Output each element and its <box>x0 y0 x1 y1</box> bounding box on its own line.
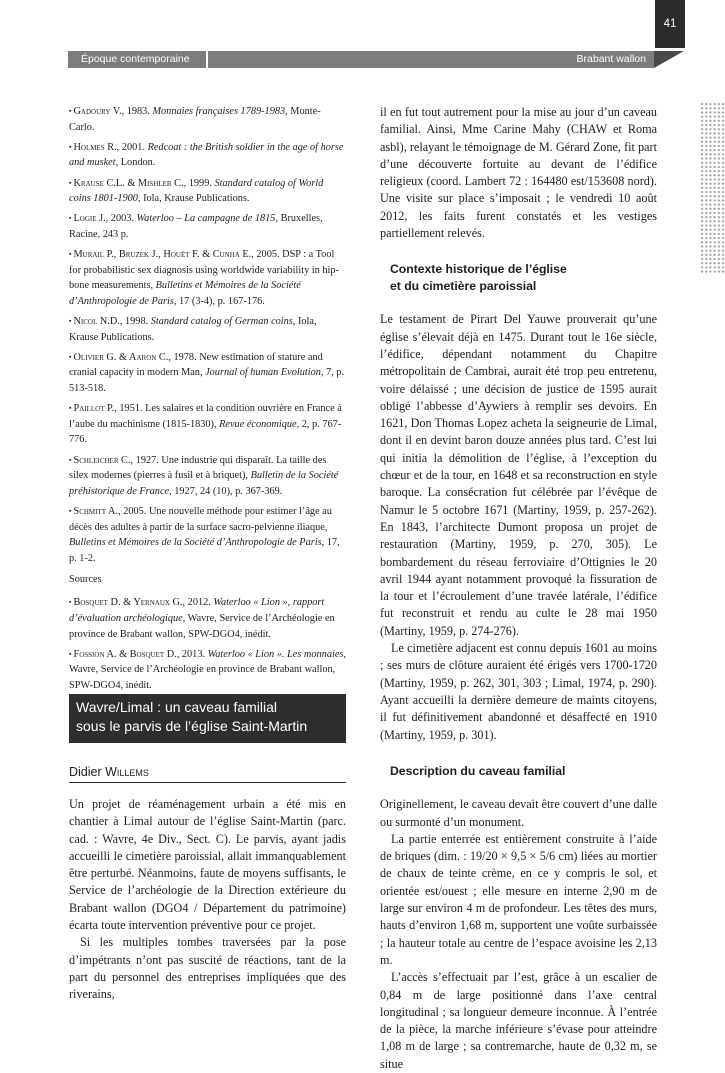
paragraph-discovery: il en fut tout autrement pour la mise au jour d’un caveau familial. Ainsi, Mme Carine Mahy (CHAW et Roma asbl), relayant le témoignage de M. Gérard Zone, fit part d’une découverte fortuite au devant de l’édifice religieux (coord. Lambert 72 : 164480 est/153608 nord). Une visite sur place s’imposait ; le vendredi 10 août 2012, les faits furent constatés et les vestiges partiellement relevés. <box>380 105 657 241</box>
reference-entry <box>69 350 346 397</box>
subheading-line-2: et du cimetière paroissial <box>390 278 537 293</box>
bullet-icon: ▪ <box>69 649 72 658</box>
reference-authors: Fossion A. & Bosquet D. <box>73 648 177 660</box>
reference-entry <box>69 401 346 448</box>
sources-heading: Sources <box>69 574 102 586</box>
reference-title: Bulletin de la Société préhistorique de France, <box>69 470 339 497</box>
reference-entry <box>69 314 346 345</box>
bullet-icon: ▪ <box>69 317 72 326</box>
reference-authors: Logie J. <box>73 213 106 225</box>
paragraph-church-history: Le testament de Pirart Del Yauwe prouverait qu’une église s’élevait déjà en 1475. Durant tout le 16e siècle, l’édifice, dépendant notamment du Chapitre métropolitain de Cambrai, aurait été trop peu entretenu, voire délaissé ; une décision de justice de 1595 aurait obligé l’abbesse d’Aywiers à remplir ses devoirs. En 1621, Don Thomas Lopez acheta la seigneurie de Limal, dont il en devint baron douze années plus tard. C’est lui qui initia la démolition de l’église, à l’exception du chœur et de la tour, en 1648 et sa reconstruction en style baroque. La consécration fut célébrée par l’évêque de Namur le 5 octobre 1671 (Martiny, 1959, p. 257-262). En 1843, l’architecte Dumont proposa un projet de restauration (Martiny, 1959, p. 270, 305). Le bombardement du réseau ferroviaire d’Ottignies le 20 avril 1944 ayant notamment provoqué la fissuration de la tour et l’écroulement d’une travée latérale, l’édifice fut reconstruit et rendu au culte le 28 mai 1950 (Martiny, 1959, p. 274-276). <box>380 312 657 638</box>
author-last-name: Willems <box>105 765 149 779</box>
paragraph-vault-cover: Originellement, le caveau devait être couvert d’une dalle ou surmonté d’un monument. <box>380 797 657 829</box>
reference-title: Standard catalog of German coins, <box>150 316 296 328</box>
reference-entry <box>69 504 346 566</box>
reference-publisher: Iola, Krause Publications. <box>140 193 250 205</box>
header-separator <box>206 51 208 68</box>
article-title-line-2: sous le parvis de l’église Saint-Martin <box>76 718 308 734</box>
bullet-icon: ▪ <box>69 598 72 607</box>
article-title-box <box>69 694 346 743</box>
paragraph-intro: Un projet de réaménagement urbain a été mis en chantier à Limal autour de l’église Saint-Martin (parc. cad. : Wavre, 4e Div., Sect. C). Le parvis, ayant jadis accueilli le cimetière paroissial, allait immanquablement être perturbé. Néanmoins, faute de moyens suffisants, le Service de l’archéologie de la Direction extérieure du Brabant wallon (DGO4 / Département du patrimoine) écarta toute intervention préventive pour ce projet. <box>69 797 346 933</box>
reference-details: , 2003. <box>105 213 137 225</box>
reference-details: , 2012. <box>182 597 214 609</box>
bullet-icon: ▪ <box>69 250 72 259</box>
reference-title: Monnaies françaises 1789-1983, <box>152 106 288 117</box>
reference-entry <box>69 647 346 694</box>
header-region-label: Brabant wallon <box>576 53 646 65</box>
reference-entry <box>69 453 346 500</box>
article-body-right <box>380 104 657 1073</box>
reference-entry <box>69 140 346 171</box>
subheading-line-1: Contexte historique de l’église <box>390 262 567 277</box>
reference-title: Redcoat : the British soldier in the age of horse and musket, <box>69 141 344 169</box>
paragraph-vault-structure: La partie enterrée est entièrement construite à l’aide de briques (dim. : 19/20 × 9,5 × 5/6 cm) liées au mortier de chaux de teinte crème, en ce y compris le sol, et orientée est/ouest ; elle mesure en interne 2,90 m de large sur environ 4 m de profondeur. Les têtes des murs, hauts d’environ 1,68 m, supportent une voûte surbaissée ; la hauteur totale au centre de l’espace avoisine les 2,13 m. <box>380 831 657 967</box>
reference-authors: Schleicher C. <box>73 454 131 466</box>
reference-authors: Murail P., Bruzek J., Houët F. & Cunha E. <box>73 249 252 261</box>
reference-details: , 1951. Les salaires et la condition ouvrière en France à l’aube du machinisme (1815-1830), <box>69 403 342 430</box>
reference-details: , 2001. <box>116 141 148 153</box>
subheading-vault-description: Description du caveau familial <box>390 763 566 778</box>
reference-authors: Nicol N.D. <box>73 316 120 328</box>
reference-publisher: 17 (3-4), p. 167-176. <box>176 295 265 307</box>
reference-publisher: Iola, Krause Publications. <box>69 316 317 343</box>
reference-authors: Schmitt A. <box>73 506 119 517</box>
bullet-icon: ▪ <box>69 404 72 413</box>
source-list <box>69 595 346 693</box>
reference-publisher: 7, p. 513-518. <box>69 367 345 395</box>
article-body-left <box>69 796 346 1004</box>
bullet-icon: ▪ <box>69 455 72 464</box>
paragraph-cemetery: Le cimetière adjacent est connu depuis 1601 au moins ; ses murs de clôture auraient été érigés vers 1700-1720 (Martiny, 1959, p. 262, 301, 303 ; Limal, 1974, p. 290). Ayant accueilli la dernière demeure de maints citoyens, il fut définitivement abandonné et désaffecté en 1910 (Martiny, 1959, p. 301). <box>380 641 657 742</box>
article-author <box>69 765 346 783</box>
page-number: 41 <box>655 0 685 48</box>
reference-title: Revue économique <box>219 418 297 430</box>
reference-publisher: Wavre, Service de l’Archéologie en province de Brabant wallon, SPW-DGO4, inédit. <box>69 664 336 691</box>
reference-authors: Bosquet D. & Yernaux G. <box>73 597 183 609</box>
bullet-icon: ▪ <box>69 107 72 115</box>
reference-details: , 2013. <box>176 648 208 660</box>
reference-entry <box>69 595 346 642</box>
reference-entry <box>69 104 346 135</box>
bullet-icon: ▪ <box>69 178 72 187</box>
reference-title: Waterloo « Lion », rapport d’évaluation archéologique, <box>69 597 325 624</box>
reference-details: , 1927. Une industrie qui disparaît. La taille des silex modernes (pierres à fusil et à briquet), <box>69 454 327 482</box>
reference-authors: Paillot P. <box>73 403 115 415</box>
reference-entry <box>69 247 346 309</box>
bullet-icon: ▪ <box>69 142 72 151</box>
header-section-label: Époque contemporaine <box>81 53 190 65</box>
reference-title: Journal of human Evolution, <box>205 367 324 379</box>
reference-entry <box>69 211 346 242</box>
subheading-historical-context <box>390 261 657 294</box>
reference-title: Bulletins et Mémoires de la Société d’Anthropologie de Paris, <box>69 537 325 549</box>
reference-entry <box>69 176 346 207</box>
paragraph-vault-access: L’accès s’effectuait par l’est, grâce à un escalier de 0,84 m de large positionné dans l’axe central longitudinal ; sa longueur demeure inconnue. À l’entrée de la pièce, la marche inférieure s’évase pour atteindre 1,08 m de large ; sa contremarche, haute de 0,32 m, se situe <box>380 970 657 1071</box>
reference-list <box>69 104 346 566</box>
reference-publisher: Bruxelles, Racine, 243 p. <box>69 213 323 240</box>
reference-title: Bulletins et Mémoires de la Société d’Anthropologie de Paris, <box>69 280 301 307</box>
reference-authors: Krause C.L. & Mishler C. <box>73 177 184 189</box>
reference-title: Waterloo – La campagne de 1815, <box>136 213 279 225</box>
article-title-line-1: Wavre/Limal : un caveau familial <box>76 699 278 715</box>
reference-publisher: Monte-Carlo. <box>69 106 321 133</box>
reference-authors: Gadoury V. <box>73 106 122 117</box>
reference-authors: Olivier G. & Aaron C. <box>73 351 169 363</box>
reference-title: Standard catalog of World coins 1801-1900, <box>69 177 324 205</box>
reference-publisher: 17, p. 1-2. <box>69 537 340 564</box>
paragraph-continued: Si les multiples tombes traversées par la pose d’impétrants n’ont pas suscité de réactions, tant de la part du personnel des entreprises impliquées que des riverains, <box>69 935 346 1002</box>
reference-details: , 2005. DSP : a Tool for probabilistic sex diagnosis using worldwide variability in hip-bone measurements, <box>69 249 339 292</box>
reference-publisher: 1927, 24 (10), p. 367-369. <box>171 485 283 497</box>
reference-details: , 2005. Une nouvelle méthode pour estimer l’âge au décès des adultes à partir de la surface sacro-pelvienne iliaque, <box>69 506 332 533</box>
reference-details: , 1978. New estimation of stature and cranial capacity in modern Man, <box>69 351 323 379</box>
bullet-icon: ▪ <box>69 507 72 515</box>
dot-pattern-decoration <box>700 102 724 274</box>
reference-title: Waterloo « Lion ». Les monnaies, <box>207 648 346 660</box>
reference-authors: Holmes R. <box>73 141 117 153</box>
reference-publisher: Wavre, Service de l’Archéologie en province de Brabant wallon, SPW-DGO4, inédit. <box>69 612 335 640</box>
bibliography-column <box>69 104 346 698</box>
reference-details: , 1983. <box>121 106 153 117</box>
reference-details: , 1999. <box>183 177 215 189</box>
reference-publisher: , 2, p. 767-776. <box>69 418 342 446</box>
header-arrow-decoration <box>654 51 684 68</box>
author-first-name: Didier <box>69 765 106 779</box>
bullet-icon: ▪ <box>69 352 72 361</box>
running-header <box>68 51 654 68</box>
reference-publisher: London. <box>118 157 156 169</box>
bullet-icon: ▪ <box>69 214 72 223</box>
reference-details: , 1998. <box>119 316 151 328</box>
